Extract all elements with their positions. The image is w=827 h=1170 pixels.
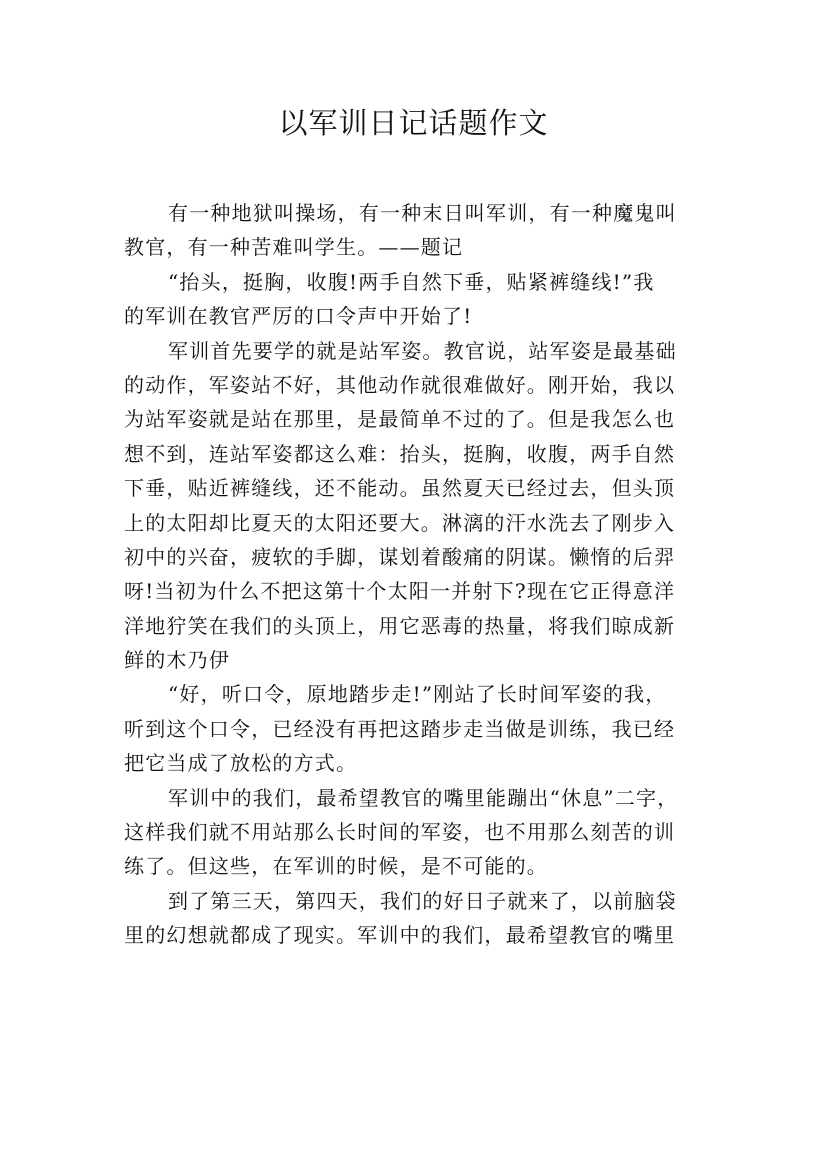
body-line: 的动作，军姿站不好，其他动作就很难做好。刚开始，我以: [124, 372, 676, 397]
body-line: 洋地狞笑在我们的头顶上，用它恶毒的热量，将我们晾成新: [124, 613, 676, 638]
body-line: 练了。但这些，在军训的时候，是不可能的。: [124, 854, 548, 879]
body-line: 的军训在教官严厉的口令声中开始了!: [124, 304, 473, 329]
body-line: 军训中的我们，最希望教官的嘴里能蹦出“休息”二字，: [168, 785, 679, 810]
body-line: “好，听口令，原地踏步走!”刚站了长时间军姿的我，: [168, 682, 667, 707]
body-line: 教官，有一种苦难叫学生。——题记: [124, 235, 464, 260]
document-title: 以军训日记话题作文: [278, 106, 549, 140]
body-line: 鲜的木乃伊: [124, 648, 230, 673]
body-line: 听到这个口令，已经没有再把这踏步走当做是训练，我已经: [124, 716, 676, 741]
body-line: 这样我们就不用站那么长时间的军姿，也不用那么刻苦的训: [124, 820, 676, 845]
body-line: 初中的兴奋，疲软的手脚，谋划着酸痛的阴谋。懒惰的后羿: [124, 544, 676, 569]
body-line: 下垂，贴近裤缝线，还不能动。虽然夏天已经过去，但头顶: [124, 476, 676, 501]
body-line: 里的幻想就都成了现实。军训中的我们，最希望教官的嘴里: [124, 923, 676, 948]
document-body: [124, 196, 706, 953]
body-line: 为站军姿就是站在那里，是最简单不过的了。但是我怎么也: [124, 407, 676, 432]
body-line: 军训首先要学的就是站军姿。教官说，站军姿是最基础: [168, 338, 677, 363]
body-line: 把它当成了放松的方式。: [124, 751, 358, 776]
body-line: 上的太阳却比夏天的太阳还要大。淋漓的汗水洗去了刚步入: [124, 510, 676, 535]
body-line: 到了第三天，第四天，我们的好日子就来了，以前脑袋: [168, 888, 677, 913]
body-line: “抬头，挺胸，收腹!两手自然下垂，贴紧裤缝线!”我: [168, 269, 655, 294]
body-line: 呀!当初为什么不把这第十个太阳一并射下?现在它正得意洋: [124, 579, 676, 604]
body-line: 有一种地狱叫操场，有一种末日叫军训，有一种魔鬼叫: [168, 201, 677, 225]
body-line: 想不到，连站军姿都这么难：抬头，挺胸，收腹，两手自然: [124, 441, 676, 466]
